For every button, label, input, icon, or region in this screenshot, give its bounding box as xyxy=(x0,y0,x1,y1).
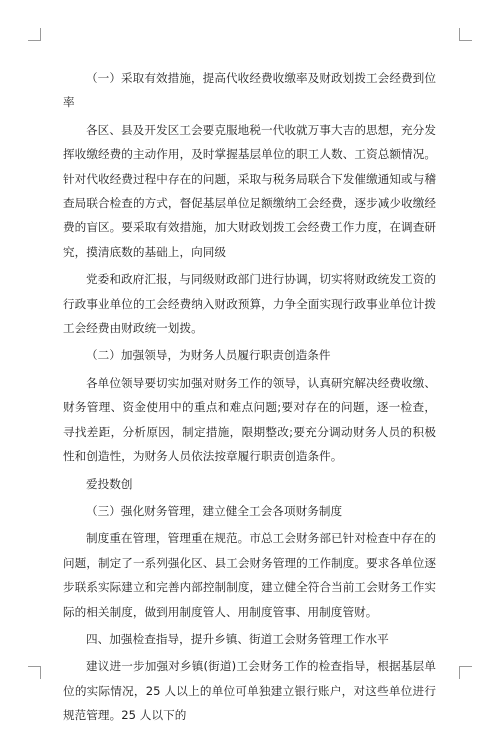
crop-mark-bottom-left xyxy=(28,666,41,679)
section-heading-2: （二）加强领导，为财务人员履行职责创造条件 xyxy=(86,348,331,363)
document-body xyxy=(63,66,436,731)
inline-note: 爱投数创 xyxy=(86,476,133,491)
body-paragraph-2: 党委和政府汇报，与同级财政部门进行协调，切实将财政统发工资的行政事业单位的工会经费纳入财政预算，力争全面实现行政事业单位计拨工会经费由财政统一划拨。 xyxy=(63,272,436,336)
crop-mark-top-left xyxy=(28,28,41,41)
section-heading-3: （三）强化财务管理，建立健全工会各项财务制度 xyxy=(86,503,343,518)
body-paragraph-1: 各区、县及开发区工会要克服地税一代收就万事大吉的思想，充分发挥收缴经费的主动作用，及时掌握基层单位的职工人数、工资总额情况。针对代收经费过程中存在的问题，采取与税务局联合下发催缴通知或与稽查局联合检查的方式，督促基层单位足额缴纳工会经费，逐步减少收缴经费的盲区。要采取有效措施，加大财政划拨工会经费工作力度，在调查研究，摸清底数的基础上，向同级 xyxy=(63,122,436,259)
section-heading-1: （一）采取有效措施，提高代收经费收缴率及财政划拨工会经费到位率 xyxy=(63,71,436,110)
crop-mark-top-right xyxy=(459,28,472,41)
section-heading-4: 四、加强检查指导，提升乡镇、街道工会财务管理工作水平 xyxy=(86,631,389,646)
body-paragraph-5: 建议进一步加强对乡镇(街道)工会财务工作的检查指导，根据基层单位的实际情况，25 人以上的单位可单独建立银行账户，对这些单位进行规范管理。25 人以下的 xyxy=(63,659,436,723)
body-paragraph-3: 各单位领导要切实加强对财务工作的领导，认真研究解决经费收缴、财务管理、资金使用中的重点和难点问题;要对存在的问题，逐一检查，寻找差距，分析原因，制定措施，限期整改;要充分调动财务人员的积极性和创造性，为财务人员依法按章履行职责创造条件。 xyxy=(63,375,436,464)
body-paragraph-4: 制度重在管理，管理重在规范。市总工会财务部已针对检查中存在的问题，制定了一系列强化区、县工会财务管理的工作制度。要求各单位逐步联系实际建立和完善内部控制制度，建立健全符合当前工会财务工作实际的相关制度，做到用制度管人、用制度管事、用制度管财。 xyxy=(63,531,436,619)
crop-mark-bottom-right xyxy=(459,666,472,679)
